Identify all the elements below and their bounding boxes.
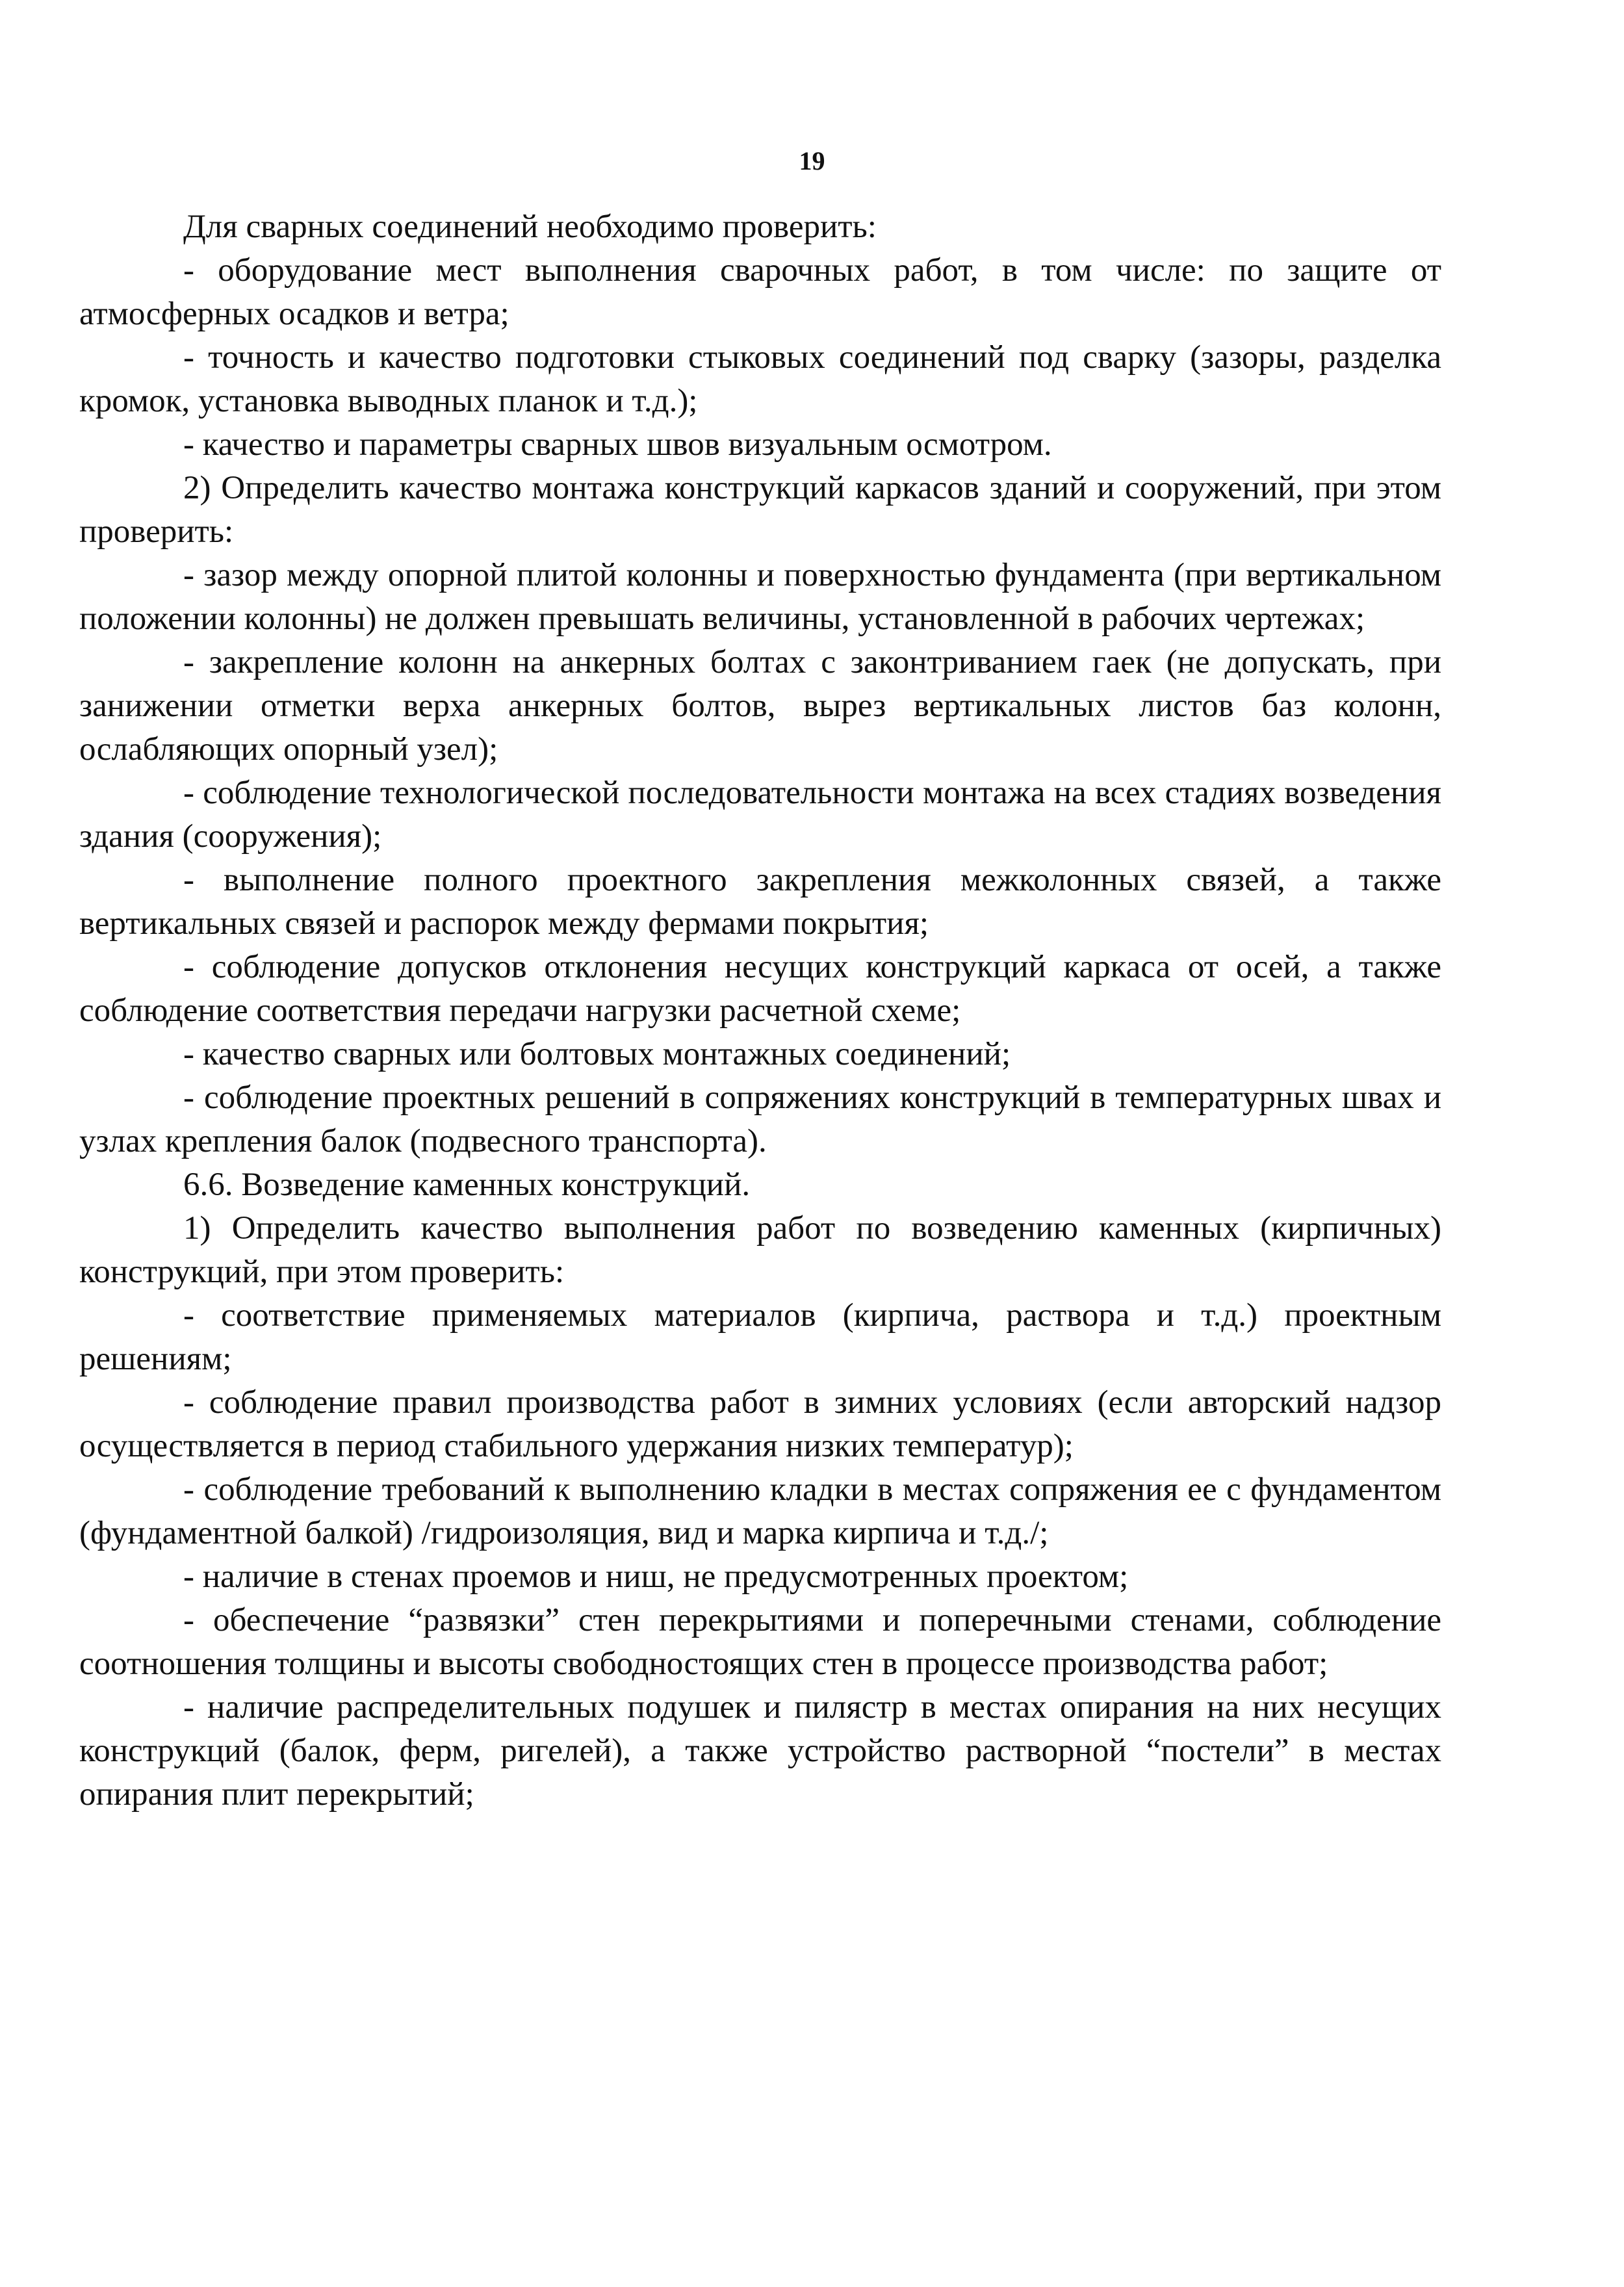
paragraph: - качество сварных или болтовых монтажных соединений; (183, 1036, 1011, 1072)
paragraph: - наличие распределительных подушек и пилястр в местах опирания на них несущих конструкций (балок, ферм, ригелей), а также устройство растворной “постели” в местах опирания плит перекрытий; (79, 1689, 1441, 1813)
paragraph: - точность и качество подготовки стыковых соединений под сварку (зазоры, разделка кромок, установка выводных планок и т.д.); (79, 339, 1441, 419)
paragraph: - соблюдение требований к выполнению кладки в местах сопряжения ее с фундаментом (фундаментной балкой) /гидроизоляция, вид и марка кирпича и т.д./; (79, 1471, 1441, 1551)
document-body (79, 205, 1441, 1816)
paragraph: - соблюдение допусков отклонения несущих конструкций каркаса от осей, а также соблюдение соответствия передачи нагрузки расчетной схеме; (79, 949, 1441, 1029)
paragraph: - обеспечение “развязки” стен перекрытиями и поперечными стенами, соблюдение соотношения толщины и высоты свободностоящих стен в процессе производства работ; (79, 1602, 1441, 1682)
paragraph: - оборудование мест выполнения сварочных работ, в том числе: по защите от атмосферных осадков и ветра; (79, 252, 1441, 332)
paragraph: - зазор между опорной плитой колонны и поверхностью фундамента (при вертикальном положении колонны) не должен превышать величины, установленной в рабочих чертежах; (79, 557, 1441, 637)
section-heading: 6.6. Возведение каменных конструкций. (183, 1167, 751, 1203)
paragraph: - наличие в стенах проемов и ниш, не предусмотренных проектом; (183, 1558, 1129, 1595)
paragraph: - выполнение полного проектного закрепления межколонных связей, а также вертикальных связей и распорок между фермами покрытия; (79, 862, 1441, 942)
paragraph: - соответствие применяемых материалов (кирпича, раствора и т.д.) проектным решениям; (79, 1297, 1441, 1377)
paragraph: - качество и параметры сварных швов визуальным осмотром. (183, 426, 1052, 463)
paragraph: - соблюдение проектных решений в сопряжениях конструкций в температурных швах и узлах крепления балок (подвесного транспорта). (79, 1079, 1441, 1159)
page-number: 19 (799, 146, 825, 175)
paragraph: - закрепление колонн на анкерных болтах с законтриванием гаек (не допускать, при занижении отметки верха анкерных болтов, вырез вертикальных листов баз колонн, ослабляющих опорный узел); (79, 644, 1441, 768)
paragraph: - соблюдение правил производства работ в зимних условиях (если авторский надзор осуществляется в период стабильного удержания низких температур); (79, 1384, 1441, 1464)
paragraph: 2) Определить качество монтажа конструкций каркасов зданий и сооружений, при этом проверить: (79, 470, 1441, 550)
paragraph: 1) Определить качество выполнения работ по возведению каменных (кирпичных) конструкций, при этом проверить: (79, 1210, 1441, 1290)
paragraph: Для сварных соединений необходимо проверить: (183, 209, 877, 245)
paragraph: - соблюдение технологической последовательности монтажа на всех стадиях возведения здания (сооружения); (79, 775, 1441, 855)
